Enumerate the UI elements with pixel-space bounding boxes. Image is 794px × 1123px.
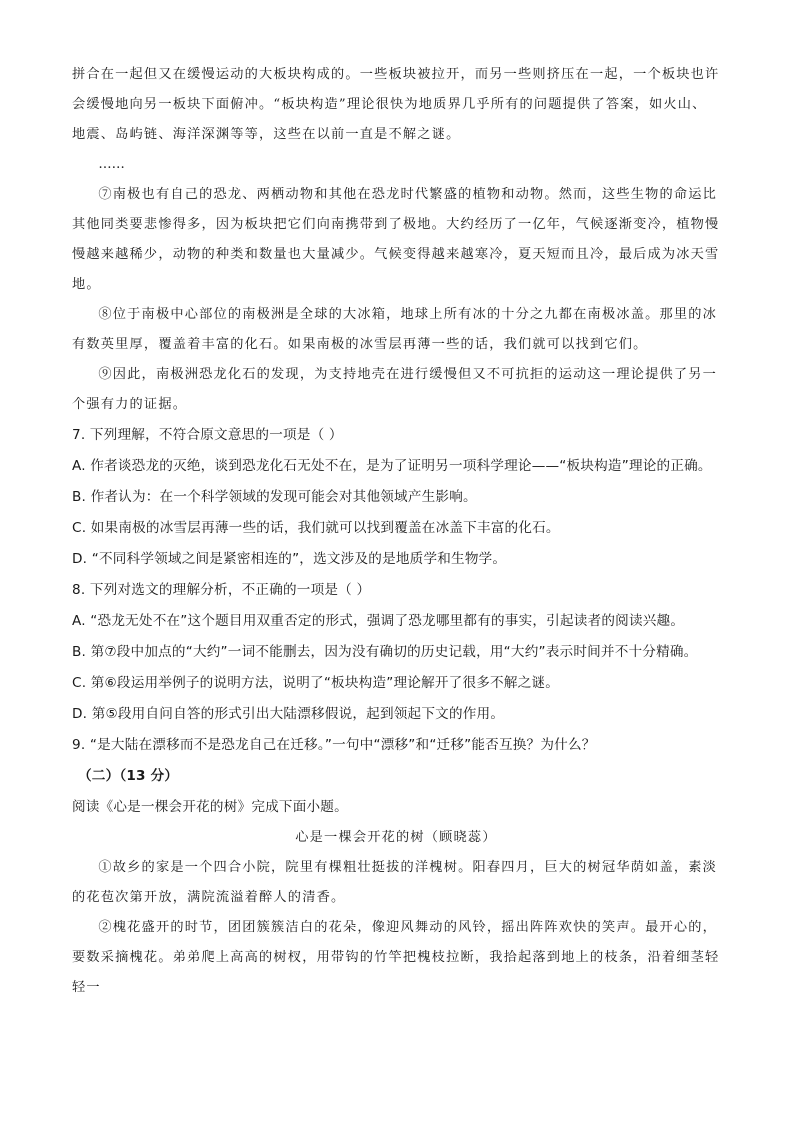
passage-1 [72, 60, 720, 420]
section-2 [72, 761, 720, 1003]
question-8-option-c: C. 第⑥段运用举例子的说明方法，说明了“板块构造”理论解开了很多不解之谜。 [72, 675, 560, 691]
exam-page [72, 60, 720, 1003]
question-7-option-c: C. 如果南极的冰雪层再薄一些的话，我们就可以找到覆盖在冰盖下丰富的化石。 [72, 520, 560, 536]
section-2-instruction: 阅读《心是一棵会开花的树》完成下面小题。 [72, 799, 348, 815]
passage-2-paragraph-1: ①故乡的家是一个四合小院，院里有棵粗壮挺拔的洋槐树。阳春四月，巨大的树冠华荫如盖，素淡的花苞次第开放，满院流溢着醉人的清香。 [72, 860, 718, 905]
question-7-option-a: A. 作者谈恐龙的灭绝，谈到恐龙化石无处不在，是为了证明另一项科学理论——“板块构造”理论的正确。 [72, 458, 712, 474]
question-8 [72, 575, 720, 730]
question-8-option-a: A. “恐龙无处不在”这个题目用双重否定的形式，强调了恐龙哪里都有的事实，引起读者的阅读兴趣。 [72, 613, 685, 629]
paragraph-8: ⑧位于南极中心部位的南极洲是全球的大冰箱，地球上所有冰的十分之九都在南极冰盖。那里的冰有数英里厚，覆盖着丰富的化石。如果南极的冰雪层再薄一些的话，我们就可以找到它们。 [72, 307, 718, 352]
passage-2-title: 心是一棵会开花的树（顾晓蕊） [295, 830, 497, 845]
question-8-stem: 8. 下列对选文的理解分析，不正确的一项是（ ） [72, 582, 371, 598]
question-7 [72, 420, 720, 575]
question-8-option-d: D. 第⑤段用自问自答的形式引出大陆漂移假说，起到领起下文的作用。 [72, 706, 505, 722]
question-7-stem: 7. 下列理解，不符合原文意思的一项是（ ） [72, 427, 343, 443]
passage-ellipsis: …… [98, 157, 125, 172]
passage-2-paragraph-2: ②槐花盛开的时节，团团簇簇洁白的花朵，像迎风舞动的风铃，摇出阵阵欢快的笑声。最开心的，要数采摘槐花。弟弟爬上高高的树杈，用带钩的竹竿把槐枝拉断，我拾起落到地上的枝条，沿着细茎轻轻一 [72, 920, 720, 995]
paragraph-9: ⑨因此，南极洲恐龙化石的发现，为支持地壳在进行缓慢但又不可抗拒的运动这一理论提供了另一个强有力的证据。 [72, 367, 718, 412]
question-9 [72, 730, 720, 761]
section-2-heading: （二）（13 分） [78, 768, 179, 784]
question-8-option-b: B. 第⑦段中加点的“大约”一词不能删去，因为没有确切的历史记载，用“大约”表示时间并不十分精确。 [72, 644, 698, 660]
paragraph-7: ⑦南极也有自己的恐龙、两栖动物和其他在恐龙时代繁盛的植物和动物。然而，这些生物的命运比其他同类要悲惨得多，因为板块把它们向南携带到了极地。大约经历了一亿年，气候逐渐变冷，植物慢慢越来越稀少，动物的种类和数量也大量减少。气候变得越来越寒冷，夏天短而且冷，最后成为冰天雪地。 [72, 187, 720, 292]
question-7-option-d: D. “不同科学领域之间是紧密相连的”，选文涉及的是地质学和生物学。 [72, 551, 507, 567]
question-7-option-b: B. 作者认为：在一个科学领域的发现可能会对其他领域产生影响。 [72, 489, 477, 505]
passage-continuation: 拼合在一起但又在缓慢运动的大板块构成的。一些板块被拉开，而另一些则挤压在一起，一个板块也许会缓慢地向另一板块下面俯冲。“板块构造”理论很快为地质界几乎所有的问题提供了答案，如火山、地震、岛屿链、海洋深渊等等，这些在以前一直是不解之谜。 [72, 67, 720, 142]
question-9-stem: 9. “是大陆在漂移而不是恐龙自己在迁移。”一句中“漂移”和“迁移”能否互换？为什么？ [72, 737, 596, 753]
